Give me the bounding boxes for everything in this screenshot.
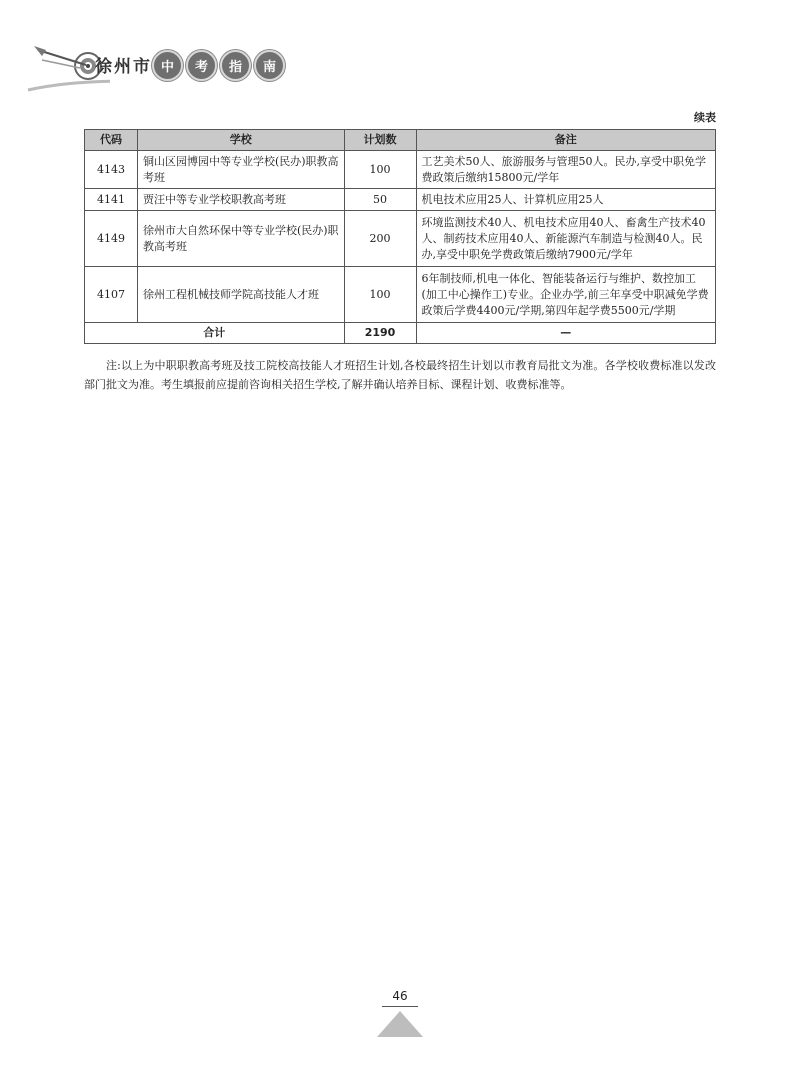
cell-plan: 100 [344,267,416,323]
cell-remark: 机电技术应用25人、计算机应用25人 [416,189,716,211]
guide-badge: 中 [152,50,183,81]
enrollment-table [84,129,716,344]
cell-plan: 200 [344,211,416,267]
cell-remark: 环境监测技术40人、机电技术应用40人、畜禽生产技术40人、制药技术应用40人、新能源汽车制造与检测40人。民办,享受中职免学费政策后缴纳7900元/学年 [416,211,716,267]
cell-code: 4143 [85,151,138,189]
total-label: 合计 [85,323,345,344]
table-row [85,267,716,323]
page-triangle-icon [376,1010,424,1038]
page-header [0,38,800,98]
cell-plan: 100 [344,151,416,189]
page-number: 46 [392,989,408,1003]
table-row [85,151,716,189]
total-remark: — [416,323,716,344]
column-header-school: 学校 [137,130,344,151]
header-guide-badges [152,50,285,81]
header-city: 徐州市 [95,57,152,77]
page-number-rule [382,1006,418,1007]
cell-remark: 6年制技师,机电一体化、智能装备运行与维护、数控加工(加工中心操作工)专业。企业办学,前三年享受中职减免学费政策后学费4400元/学期,第四年起学费5500元/学期 [416,267,716,323]
guide-badge: 指 [220,50,251,81]
cell-remark: 工艺美术50人、旅游服务与管理50人。民办,享受中职免学费政策后缴纳15800元/学年 [416,151,716,189]
total-plan: 2190 [344,323,416,344]
cell-school: 徐州工程机械技师学院高技能人才班 [137,267,344,323]
column-header-code: 代码 [85,130,138,151]
cell-code: 4107 [85,267,138,323]
table-header-row [85,130,716,151]
cell-code: 4141 [85,189,138,211]
cell-school: 徐州市大自然环保中等专业学校(民办)职教高考班 [137,211,344,267]
cell-code: 4149 [85,211,138,267]
continued-label: 续表 [694,111,716,124]
column-header-remark: 备注 [416,130,716,151]
table-row [85,211,716,267]
cell-school: 铜山区园博园中等专业学校(民办)职教高考班 [137,151,344,189]
column-header-plan: 计划数 [344,130,416,151]
cell-school: 贾汪中等专业学校职教高考班 [137,189,344,211]
guide-badge: 考 [186,50,217,81]
table-row [85,189,716,211]
table-total-row [85,323,716,344]
guide-badge: 南 [254,50,285,81]
cell-plan: 50 [344,189,416,211]
footnote: 注:以上为中职职教高考班及技工院校高技能人才班招生计划,各校最终招生计划以市教育局批文为准。各学校收费标准以发改部门批文为准。考生填报前应提前咨询相关招生学校,了解并确认培养目标、课程计划、收费标准等。 [84,359,716,391]
